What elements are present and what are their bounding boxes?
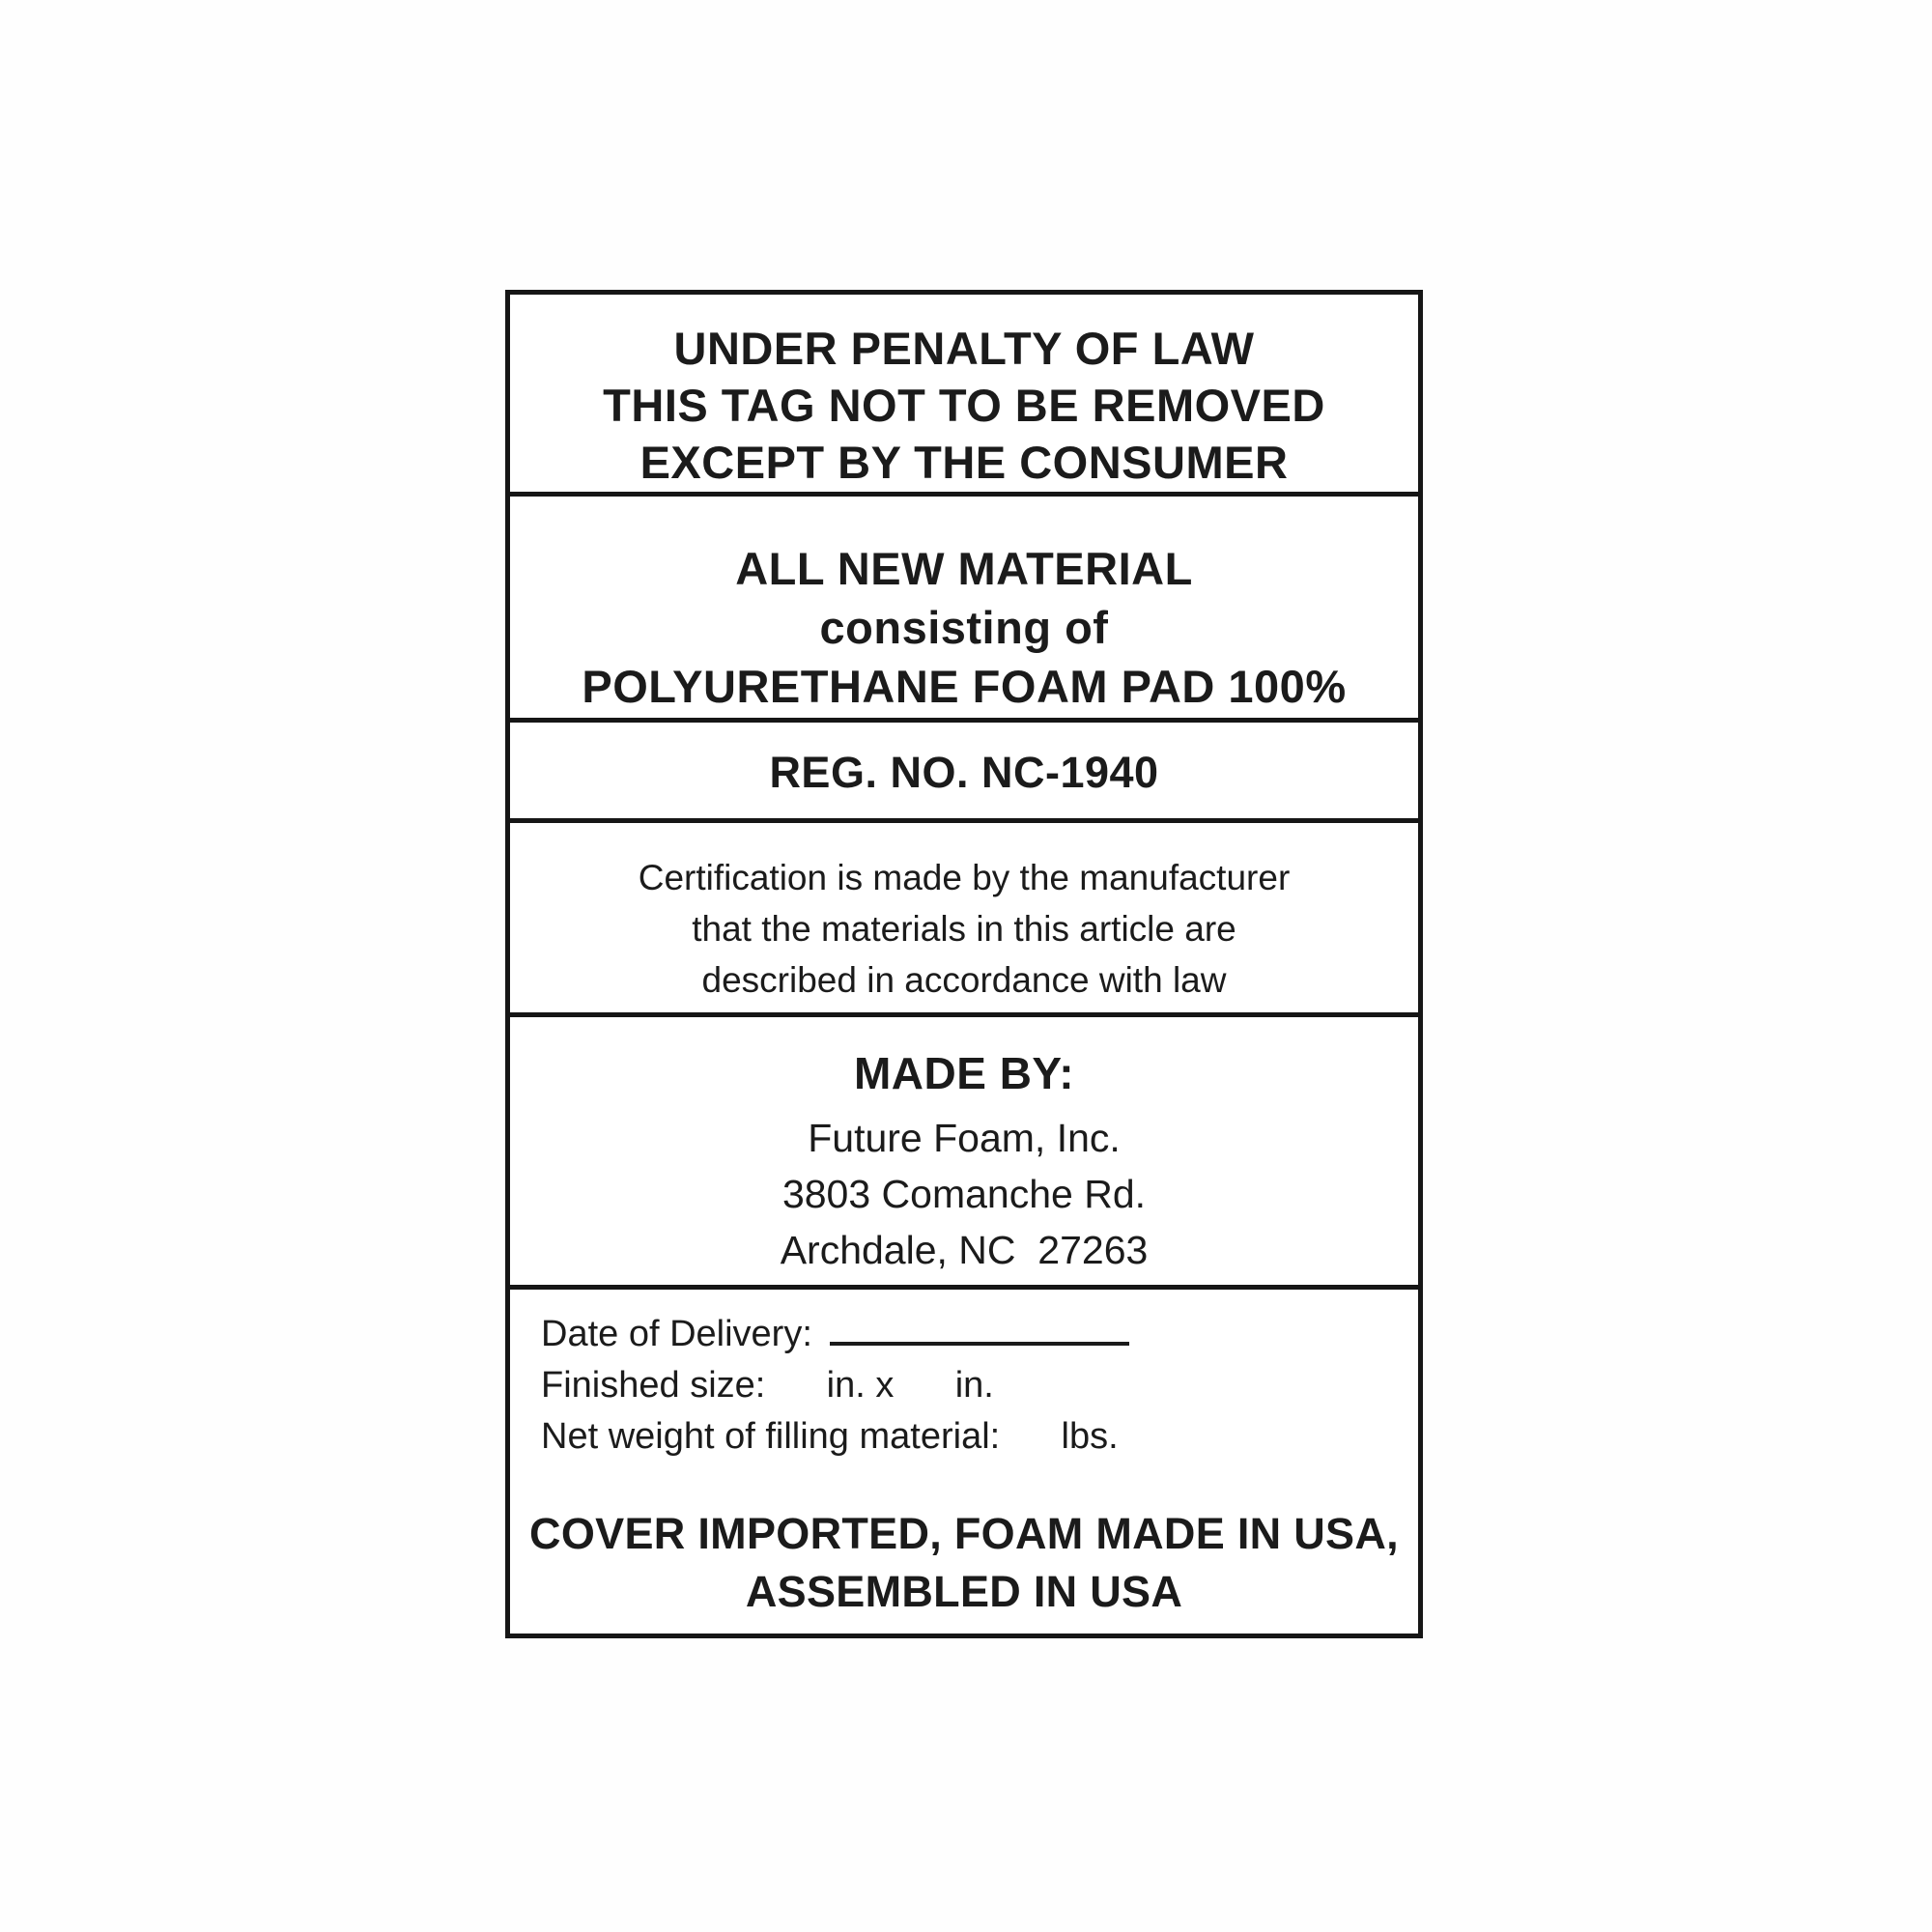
manufacturer-name: Future Foam, Inc. <box>808 1116 1121 1160</box>
manufacturer-street: 3803 Comanche Rd. <box>781 1172 1147 1216</box>
made-by-section <box>510 1017 1418 1290</box>
origin-line: COVER IMPORTED, FOAM MADE IN USA, <box>529 1509 1399 1558</box>
registration-number: REG. NO. NC-1940 <box>769 748 1159 797</box>
material-declaration-section <box>510 497 1418 723</box>
net-weight-line: Net weight of filling material: lbs. <box>541 1416 1119 1457</box>
certification-line: that the materials in this article are <box>692 909 1236 949</box>
penalty-line: UNDER PENALTY OF LAW <box>673 323 1255 374</box>
material-line: POLYURETHANE FOAM PAD 100% <box>582 661 1347 712</box>
date-of-delivery-label: Date of Delivery: <box>541 1314 812 1354</box>
finished-size-line: Finished size: in. x in. <box>541 1365 994 1406</box>
penalty-line: EXCEPT BY THE CONSUMER <box>639 437 1289 488</box>
penalty-notice-section <box>510 295 1418 497</box>
penalty-line: THIS TAG NOT TO BE REMOVED <box>603 380 1325 431</box>
certification-line: described in accordance with law <box>701 960 1227 1000</box>
date-of-delivery-line <box>541 1309 1418 1356</box>
law-tag-label <box>505 290 1423 1638</box>
fill-in-lines <box>510 1309 1418 1459</box>
material-line: consisting of <box>819 602 1109 653</box>
made-by-heading: MADE BY: <box>853 1048 1075 1098</box>
certification-line: Certification is made by the manufacturer <box>638 858 1291 897</box>
registration-number-section <box>510 723 1418 823</box>
manufacturer-city-state-zip: Archdale, NC 27263 <box>780 1228 1149 1272</box>
details-section <box>510 1290 1418 1634</box>
material-line: ALL NEW MATERIAL <box>735 543 1193 594</box>
certification-section <box>510 823 1418 1017</box>
date-of-delivery-blank <box>830 1309 1129 1346</box>
origin-statement <box>510 1505 1418 1621</box>
origin-line: ASSEMBLED IN USA <box>745 1567 1183 1616</box>
